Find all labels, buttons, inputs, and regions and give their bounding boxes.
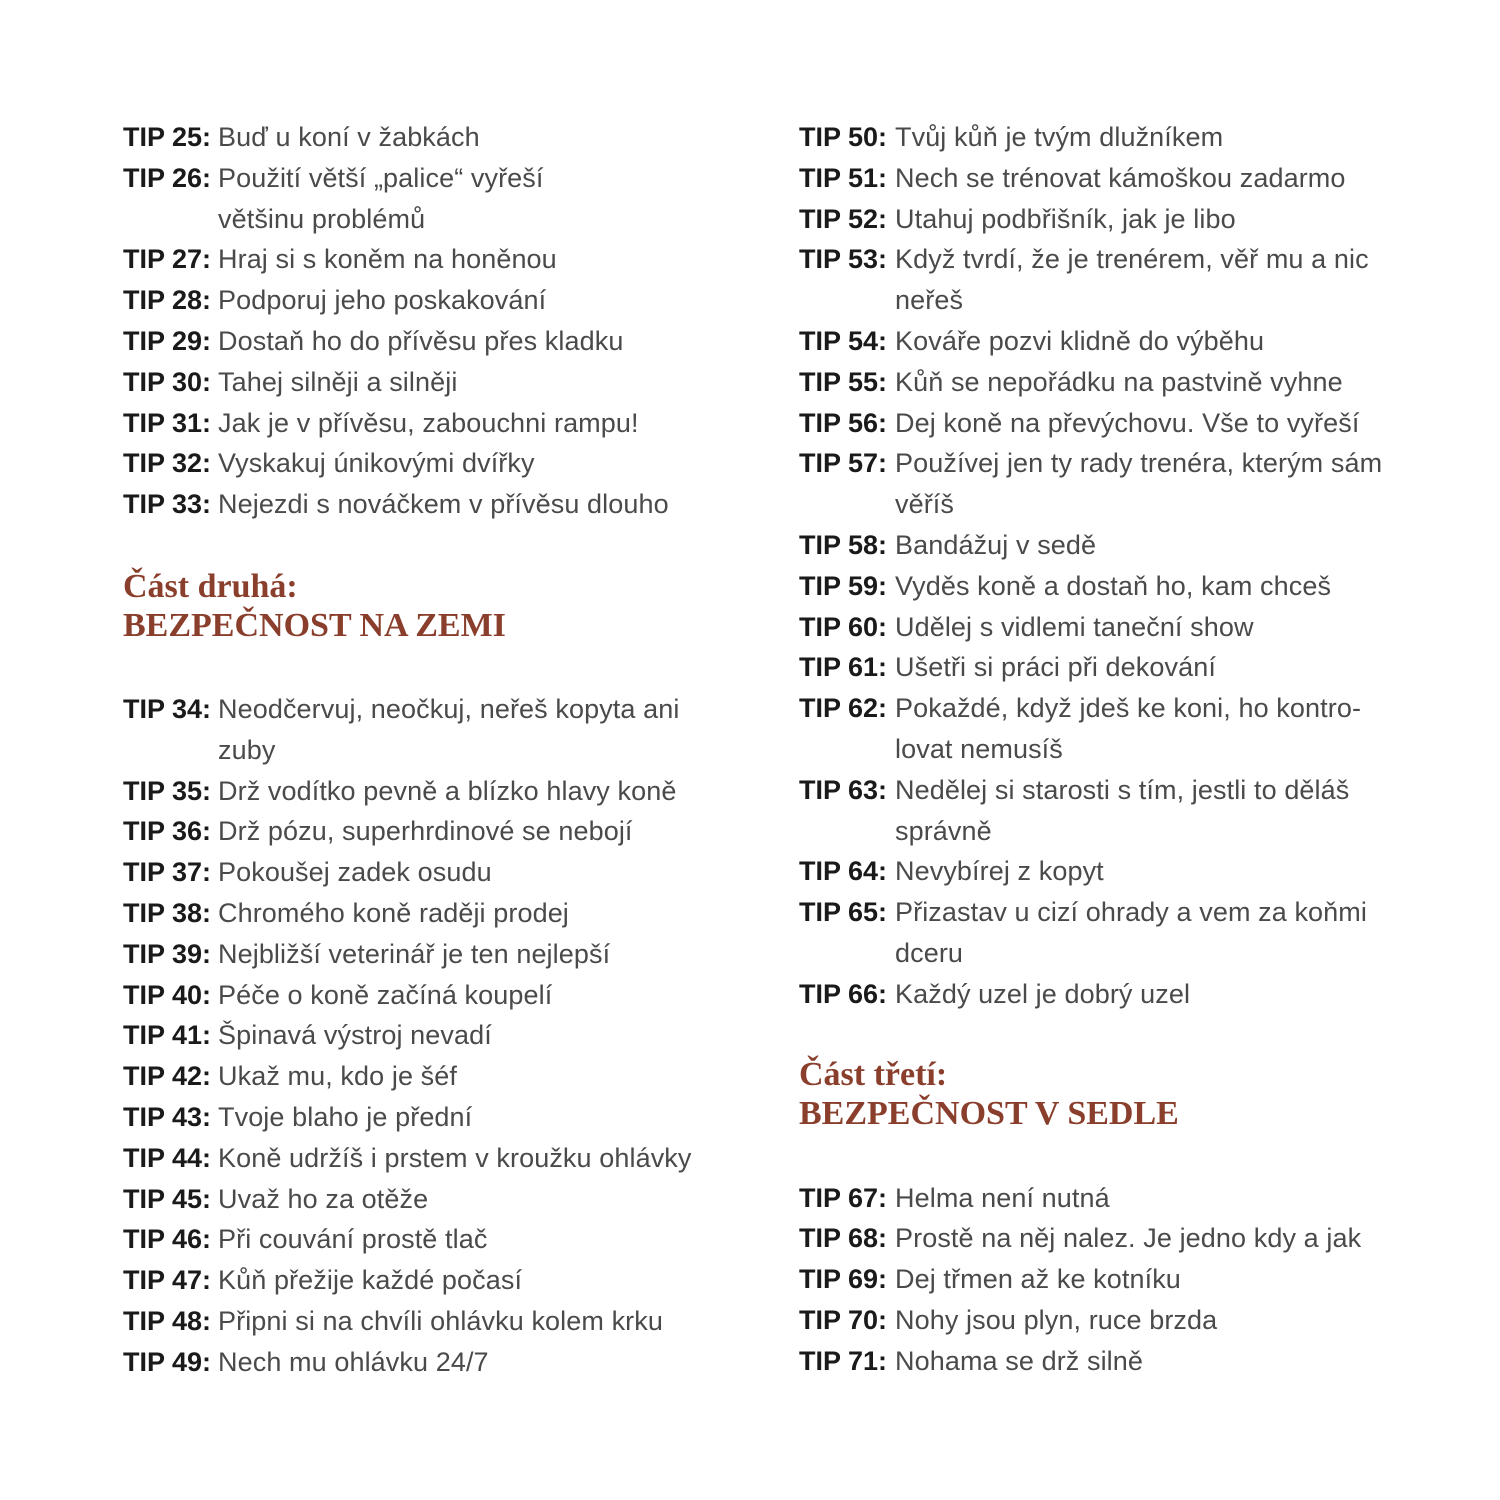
tip-item [799,1341,1409,1382]
tip-number: TIP 49: [123,1346,212,1377]
tip-number: TIP 57: [799,448,888,479]
tip-list-right-bottom [799,1178,1409,1382]
tip-item [123,893,723,934]
tip-item [123,1260,723,1301]
tip-item [799,158,1409,199]
tip-number: TIP 59: [799,570,888,601]
tip-text: Kováře pozvi klidně do výběhu [895,325,1265,356]
section-title: BEZPEČNOST NA ZEMI [123,606,506,644]
tip-list-left-bottom [123,689,723,1383]
tip-text: Kůň se nepořádku na pastvině vyhne [895,366,1343,397]
tip-number: TIP 69: [799,1264,888,1295]
tip-item [123,934,723,975]
tip-text: Dej koně na převýchovu. Vše to vyřeší [895,407,1360,438]
tip-text: Vyskakuj únikovými dvířky [218,448,535,479]
tip-item [799,770,1409,852]
tip-number: TIP 33: [123,489,212,520]
tip-number: TIP 27: [123,244,212,275]
tip-text: Drž pózu, superhrdinové se nebojí [218,816,633,847]
tip-number: TIP 66: [799,978,888,1009]
tip-item [799,688,1409,770]
tip-text: Drž vodítko pevně a blízko hlavy koně [218,775,677,806]
tip-number: TIP 51: [799,162,888,193]
tip-text: Uvaž ho za otěže [218,1183,429,1214]
tip-item [123,1179,723,1220]
tip-item [123,158,723,240]
tip-number: TIP 54: [799,325,888,356]
tip-number: TIP 29: [123,325,212,356]
tip-text: Chromého koně raději prodej [218,897,569,928]
right-column [799,117,1409,1382]
tip-text: Bandážuj v sedě [895,529,1097,560]
tip-text: Buď u koní v žabkách [218,122,480,152]
tip-number: TIP 34: [123,693,212,724]
left-column [123,117,723,1383]
tip-item [123,321,723,362]
tip-item [123,852,723,893]
tip-number: TIP 60: [799,611,888,642]
tip-text: Nech se trénovat kámoškou zadarmo [895,162,1346,193]
tip-text: Ušetři si práci při dekování [895,652,1216,683]
tip-item [799,239,1409,321]
tip-number: TIP 28: [123,285,212,316]
tip-text: Používej jen ty rady trenéra, kterým sám věříš [895,448,1383,520]
tip-number: TIP 37: [123,857,212,888]
tip-text: Kůň přežije každé počasí [218,1265,523,1296]
tip-item [799,974,1409,1015]
tip-list-right-top [799,117,1409,1015]
tip-item [123,1342,723,1383]
tip-number: TIP 31: [123,407,212,438]
tip-item [799,1178,1409,1219]
tip-text: Utahuj podbřišník, jak je libo [895,203,1236,234]
tip-item [123,362,723,403]
tip-number: TIP 38: [123,897,212,928]
section-subtitle: Část třetí: [799,1055,948,1093]
tip-number: TIP 41: [123,1020,212,1051]
tip-list-left-top [123,117,723,525]
section-title: BEZPEČNOST V SEDLE [799,1094,1179,1132]
tip-number: TIP 42: [123,1061,212,1092]
tip-number: TIP 36: [123,816,212,847]
tip-text: Pokaždé, když jdeš ke koni, ho kontro-lovat nemusíš [895,693,1362,764]
tip-item [799,647,1409,688]
tip-text: Nohy jsou plyn, ruce brzda [895,1304,1218,1335]
tip-text: Každý uzel je dobrý uzel [895,978,1191,1009]
tip-item [123,403,723,444]
tip-text: Pokoušej zadek osudu [218,857,492,888]
tip-item [799,117,1409,158]
tip-text: Jak je v přívěsu, zabouchni rampu! [218,407,639,438]
tip-item [123,1138,723,1179]
tip-item [799,443,1409,525]
tip-number: TIP 71: [799,1345,888,1376]
tip-text: Připni si na chvíli ohlávku kolem krku [218,1305,663,1336]
tip-number: TIP 67: [799,1182,888,1213]
tip-text: Nejezdi s nováčkem v přívěsu dlouho [218,489,669,520]
tip-text: Při couvání prostě tlač [218,1224,488,1255]
tip-text: Dostaň ho do přívěsu přes kladku [218,325,624,356]
section-heading-part-two [123,567,723,645]
tip-number: TIP 32: [123,448,212,479]
tip-item [123,443,723,484]
tip-item [799,892,1409,974]
tip-item [799,851,1409,892]
tip-number: TIP 39: [123,938,212,969]
tip-item [123,239,723,280]
tip-item [123,771,723,812]
tip-text: Tvoje blaho je přední [218,1101,473,1132]
tip-number: TIP 48: [123,1305,212,1336]
tip-text: Nedělej si starosti s tím, jestli to děláš správně [895,774,1350,846]
tip-item [123,484,723,525]
tip-number: TIP 53: [799,244,888,275]
tip-number: TIP 61: [799,652,888,683]
tip-text: Podporuj jeho poskakování [218,285,547,316]
tip-text: Tahej silněji a silněji [218,366,458,397]
tip-number: TIP 47: [123,1265,212,1296]
tip-number: TIP 50: [799,122,888,152]
tip-text: Nech mu ohlávku 24/7 [218,1346,489,1377]
tip-number: TIP 25: [123,122,212,152]
tip-item [799,607,1409,648]
tip-item [799,1300,1409,1341]
tip-text: Nevybírej z kopyt [895,856,1104,887]
tip-number: TIP 62: [799,693,888,724]
tip-item [123,689,723,771]
tip-text: Použití větší „palice“ vyřeší většinu problémů [218,162,544,234]
tip-text: Nohama se drž silně [895,1345,1144,1376]
tip-item [799,525,1409,566]
tip-number: TIP 52: [799,203,888,234]
tip-text: Když tvrdí, že je trenérem, věř mu a nic neřeš [895,244,1369,316]
tip-number: TIP 70: [799,1304,888,1335]
tip-item [123,280,723,321]
tip-text: Špinavá výstroj nevadí [218,1020,492,1051]
tip-text: Hraj si s koněm na honěnou [218,244,557,275]
tip-number: TIP 44: [123,1142,212,1173]
tip-text: Vyděs koně a dostaň ho, kam chceš [895,570,1332,601]
tip-text: Péče o koně začíná koupelí [218,979,553,1010]
tip-item [799,199,1409,240]
tip-text: Ukaž mu, kdo je šéf [218,1061,457,1092]
tip-item [123,975,723,1016]
tip-text: Prostě na něj nalez. Je jedno kdy a jak [895,1223,1362,1254]
tip-text: Přizastav u cizí ohrady a vem za koňmi dceru [895,897,1367,968]
tip-number: TIP 64: [799,856,888,887]
tip-text: Nejbližší veterinář je ten nejlepší [218,938,611,969]
tip-text: Koně udržíš i prstem v kroužku ohlávky [218,1142,692,1173]
tip-text: Udělej s vidlemi taneční show [895,611,1254,642]
tip-text: Neodčervuj, neočkuj, neřeš kopyta ani zuby [218,693,680,765]
tip-number: TIP 43: [123,1101,212,1132]
tip-number: TIP 35: [123,775,212,806]
tip-item [799,403,1409,444]
section-subtitle: Část druhá: [123,567,298,605]
tip-item [799,362,1409,403]
tip-number: TIP 46: [123,1224,212,1255]
tip-item [123,811,723,852]
tip-item [123,1056,723,1097]
tip-item [123,1301,723,1342]
section-heading-part-three [799,1055,1409,1133]
tip-number: TIP 30: [123,366,212,397]
tip-number: TIP 63: [799,774,888,805]
tip-number: TIP 40: [123,979,212,1010]
tip-number: TIP 58: [799,529,888,560]
tip-number: TIP 65: [799,897,888,928]
tip-item [123,117,723,158]
tip-number: TIP 55: [799,366,888,397]
tip-number: TIP 26: [123,162,212,193]
tip-item [799,566,1409,607]
tip-item [123,1097,723,1138]
tip-text: Tvůj kůň je tvým dlužníkem [895,122,1224,152]
tip-item [799,321,1409,362]
tip-number: TIP 68: [799,1223,888,1254]
tip-item [123,1015,723,1056]
tip-number: TIP 45: [123,1183,212,1214]
tip-item [799,1218,1409,1259]
tip-text: Dej třmen až ke kotníku [895,1264,1181,1295]
tip-text: Helma není nutná [895,1182,1110,1213]
tip-number: TIP 56: [799,407,888,438]
tip-item [123,1219,723,1260]
tip-item [799,1259,1409,1300]
